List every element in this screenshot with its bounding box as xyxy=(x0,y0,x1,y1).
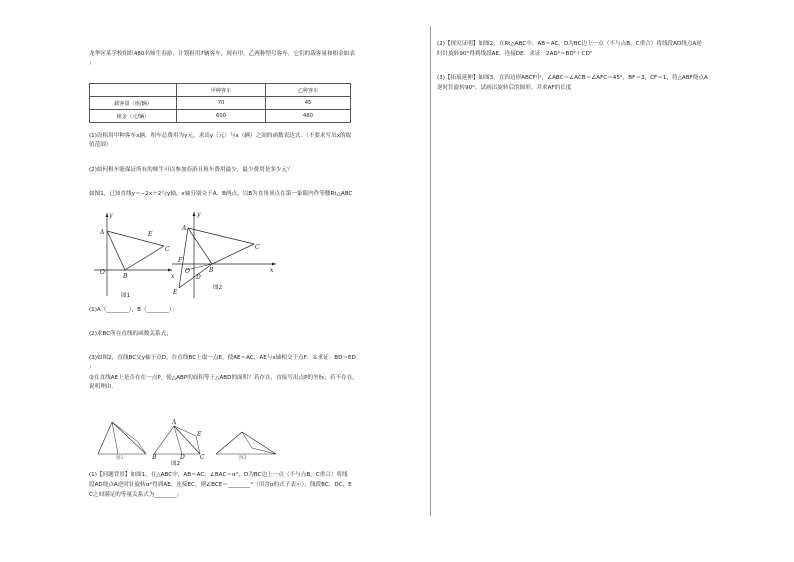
sub-question-3b-line1: ②在直线AE上是否存在一点P，使△ABP的面积等于△ABD的面积？若存在，直接写出点P的坐标；若不存在， xyxy=(89,375,358,381)
table-row xyxy=(90,110,351,123)
question-2: (2)如何租车能保证所有的师生可以参加春游且租车费用最少，最少费用是多少元？ xyxy=(89,167,293,173)
figure-2-caption: 图2 xyxy=(213,285,223,291)
svg-text:E: E xyxy=(148,231,153,238)
svg-text:y: y xyxy=(109,212,113,219)
question-1-line1: (1)设租用甲种客车x辆，租车总费用为y元，求出y（元）与x（辆）之间的函数表达式．（不要求写出x的取 xyxy=(89,133,352,139)
svg-text:O: O xyxy=(100,269,105,276)
figure-3c xyxy=(212,428,282,464)
sub-question-3: (3)如图2，直线BC交y轴于点D，在直线BC上取一点E，使AE＝AC，AE与x轴相交于点F．①求证：BD＝ED xyxy=(89,355,356,361)
table-cell: 480 xyxy=(266,110,351,123)
figure-3b-caption: 图2 xyxy=(171,461,181,467)
figure-3a xyxy=(94,418,150,460)
sub-question-3b-line2: 说明理由． xyxy=(89,384,117,390)
right-question-3-line2: 逆时针旋转90°，试画出旋转后的图形，并求AF的长度 xyxy=(437,85,572,91)
column-divider xyxy=(430,26,431,516)
svg-text:C: C xyxy=(200,454,205,460)
figure-1 xyxy=(92,208,176,300)
figure-3a-caption: 图1 xyxy=(116,456,124,461)
svg-text:F: F xyxy=(178,257,183,264)
figure-1-caption: 图1 xyxy=(121,293,131,299)
right-question-2-line1: (2)【探究证明】如图2，在Rt△ABC中，AB＝AC，D为BC边上一点（不与点B，C重合）将线段AD绕点A逆 xyxy=(437,41,702,47)
svg-text:E: E xyxy=(197,431,202,438)
table-header-cell xyxy=(90,84,177,97)
svg-text:A: A xyxy=(100,229,105,236)
svg-text:E: E xyxy=(173,289,178,296)
svg-text:B: B xyxy=(209,267,214,274)
svg-text:x: x xyxy=(270,267,274,274)
sub-question-2: (2)求BC所在直线的函数关系式； xyxy=(89,331,172,337)
table-cell: 载客量（座/辆） xyxy=(90,97,177,110)
right-question-3-line1: (3)【拓展延伸】如图3，在四边形ABCF中，∠ABC＝∠ACB＝∠AFC＝45°，BF＝3，CF＝1，将△ABF绕点A xyxy=(437,75,708,81)
problem1-intro: 龙华区某学校组织480名师生春游，计划租用7辆客车，现有甲、乙两种型号客车，它们的载客量和租金如表 xyxy=(89,51,355,57)
figure-3c-caption: 图3 xyxy=(239,456,247,461)
svg-text:y: y xyxy=(197,211,201,218)
sub-question-1: (1)A（________），B（________）； xyxy=(89,307,178,313)
svg-text:D: D xyxy=(196,274,201,281)
svg-text:D: D xyxy=(180,454,185,460)
table-header-cell: 乙种客车 xyxy=(266,84,351,97)
problem3-line2: 段AD绕点A逆时针旋转α°得到AE，连接EC，则∠BCE＝________°（用含α的式子表示），线段BC，DC，E xyxy=(89,482,352,488)
svg-text:B: B xyxy=(123,273,128,280)
question-1-line2: 值范围） xyxy=(89,142,112,148)
table-cell: 70 xyxy=(177,97,266,110)
price-table xyxy=(89,83,351,123)
table-row xyxy=(90,97,351,110)
svg-text:C: C xyxy=(165,246,170,253)
svg-text:x: x xyxy=(171,273,175,280)
table-header-cell: 甲种客车 xyxy=(177,84,266,97)
svg-text:C: C xyxy=(255,244,260,251)
svg-text:A: A xyxy=(172,419,177,426)
problem1-intro-end: ； xyxy=(89,60,95,66)
table-cell: 45 xyxy=(266,97,351,110)
table-header-row xyxy=(90,84,351,97)
figure-3b xyxy=(150,418,210,460)
right-question-2-line2: 时针旋转90°得到线段AE，连接DE．求证：2AD²＝BD²＋CD² xyxy=(437,51,592,57)
svg-text:A: A xyxy=(182,225,187,232)
problem3-line1: (1)【问题背景】如图1，在△ABC中，AB＝AC，∠BAC＝α°，D为BC边上一点（不与点B，C重合）将线 xyxy=(89,472,348,478)
svg-text:O: O xyxy=(185,268,190,275)
figure-2 xyxy=(170,208,280,300)
svg-text:B: B xyxy=(152,454,157,460)
sub-question-3-end: ； xyxy=(89,364,95,370)
problem3-line3: C之间满足的等量关系式为________； xyxy=(89,492,183,498)
table-cell: 租金（元/辆） xyxy=(90,110,177,123)
problem2-intro: 如图1，已知直线y＝−2x＋2与y轴，x轴分别交于A，B两点，以B为直角顶点在第一象限内作等腰Rt△ABC xyxy=(89,191,353,197)
table-cell: 600 xyxy=(177,110,266,123)
